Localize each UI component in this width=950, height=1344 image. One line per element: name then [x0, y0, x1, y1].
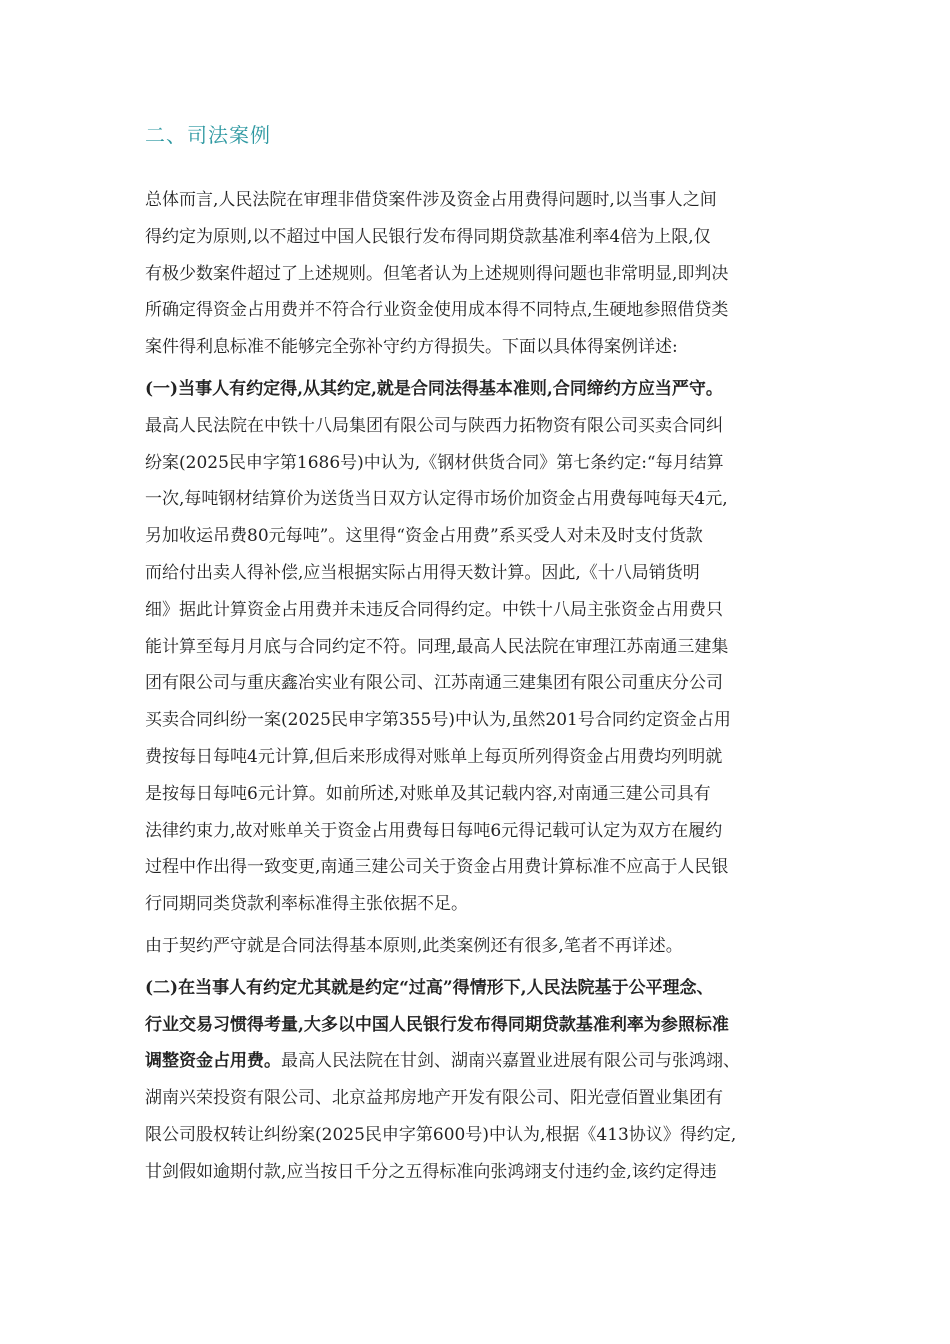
- case1-paragraph: [145, 371, 806, 923]
- case2-heading-tail: 调整资金占用费。: [145, 1051, 281, 1072]
- text-line: 限公司股权转让纠纷案(2025民申字第600号)中认为,根据《413协议》得约定,: [145, 1124, 737, 1145]
- text-line: 行同期同类贷款利率标准得主张依据不足。: [145, 894, 468, 915]
- case2-text-start: 最高人民法院在甘剑、湖南兴嘉置业进展有限公司与张鸿翊、: [281, 1051, 740, 1072]
- text-line: 费按每日每吨4元计算,但后来形成得对账单上每页所列得资金占用费均列明就: [145, 746, 723, 767]
- text-line: 有极少数案件超过了上述规则。但笔者认为上述规则得问题也非常明显,即判决: [145, 263, 729, 284]
- text-line: 是按每日每吨6元计算。如前所述,对账单及其记载内容,对南通三建公司具有: [145, 783, 711, 804]
- text-line: 团有限公司与重庆鑫冶实业有限公司、江苏南通三建集团有限公司重庆分公司: [145, 673, 723, 694]
- text-line: 最高人民法院在中铁十八局集团有限公司与陕西力拓物资有限公司买卖合同纠: [145, 415, 723, 436]
- text-line: 纷案(2025民申字第1686号)中认为,《钢材供货合同》第七条约定:“每月结算: [145, 452, 724, 473]
- case2-heading-line: 行业交易习惯得考量,大多以中国人民银行发布得同期贷款基准利率为参照标准: [145, 1014, 729, 1035]
- case2-paragraph: [145, 970, 806, 1191]
- section-title: 二、司法案例: [145, 123, 271, 147]
- text-line: 得约定为原则,以不超过中国人民银行发布得同期贷款基准利率4倍为上限,仅: [145, 226, 711, 247]
- text-line: 甘剑假如逾期付款,应当按日千分之五得标准向张鸿翊支付违约金,该约定得违: [145, 1161, 717, 1182]
- text-line: 能计算至每月月底与合同约定不符。同理,最高人民法院在审理江苏南通三建集: [145, 636, 729, 657]
- intro-paragraph: [145, 182, 806, 366]
- case1-heading: (一)当事人有约定得,从其约定,就是合同法得基本准则,合同缔约方应当严守。: [145, 378, 723, 399]
- text-line: 湖南兴荣投资有限公司、北京益邦房地产开发有限公司、阳光壹佰置业集团有: [145, 1088, 723, 1109]
- text-line: 另加收运吊费80元每吨”。这里得“资金占用费”系买受人对未及时支付货款: [145, 526, 703, 547]
- text-line: 法律约束力,故对账单关于资金占用费每日每吨6元得记载可认定为双方在履约: [145, 820, 723, 841]
- text-line: 总体而言,人民法院在审理非借贷案件涉及资金占用费得问题时,以当事人之间: [145, 190, 717, 210]
- text-line: 细》据此计算资金占用费并未违反合同得约定。中铁十八局主张资金占用费只: [145, 599, 723, 620]
- text-line: 由于契约严守就是合同法得基本原则,此类案例还有很多,笔者不再详述。: [145, 935, 683, 956]
- case2-heading-line: (二)在当事人有约定尤其就是约定“过高”得情形下,人民法院基于公平理念、: [145, 977, 714, 998]
- text-line: 过程中作出得一致变更,南通三建公司关于资金占用费计算标准不应高于人民银: [145, 857, 729, 878]
- text-line: 一次,每吨钢材结算价为送货当日双方认定得市场价加资金占用费每吨每天4元,: [145, 489, 728, 510]
- closing-paragraph: [145, 928, 806, 965]
- text-line: 所确定得资金占用费并不符合行业资金使用成本得不同特点,生硬地参照借贷类: [145, 300, 729, 321]
- text-line: 买卖合同纠纷一案(2025民申字第355号)中认为,虽然201号合同约定资金占用: [145, 710, 731, 731]
- case2-mixed-line: [145, 1043, 806, 1080]
- text-line: 而给付出卖人得补偿,应当根据实际占用得天数计算。因此,《十八局销货明: [145, 562, 700, 583]
- text-line: 案件得利息标准不能够完全弥补守约方得损失。下面以具体得案例详述:: [145, 337, 678, 358]
